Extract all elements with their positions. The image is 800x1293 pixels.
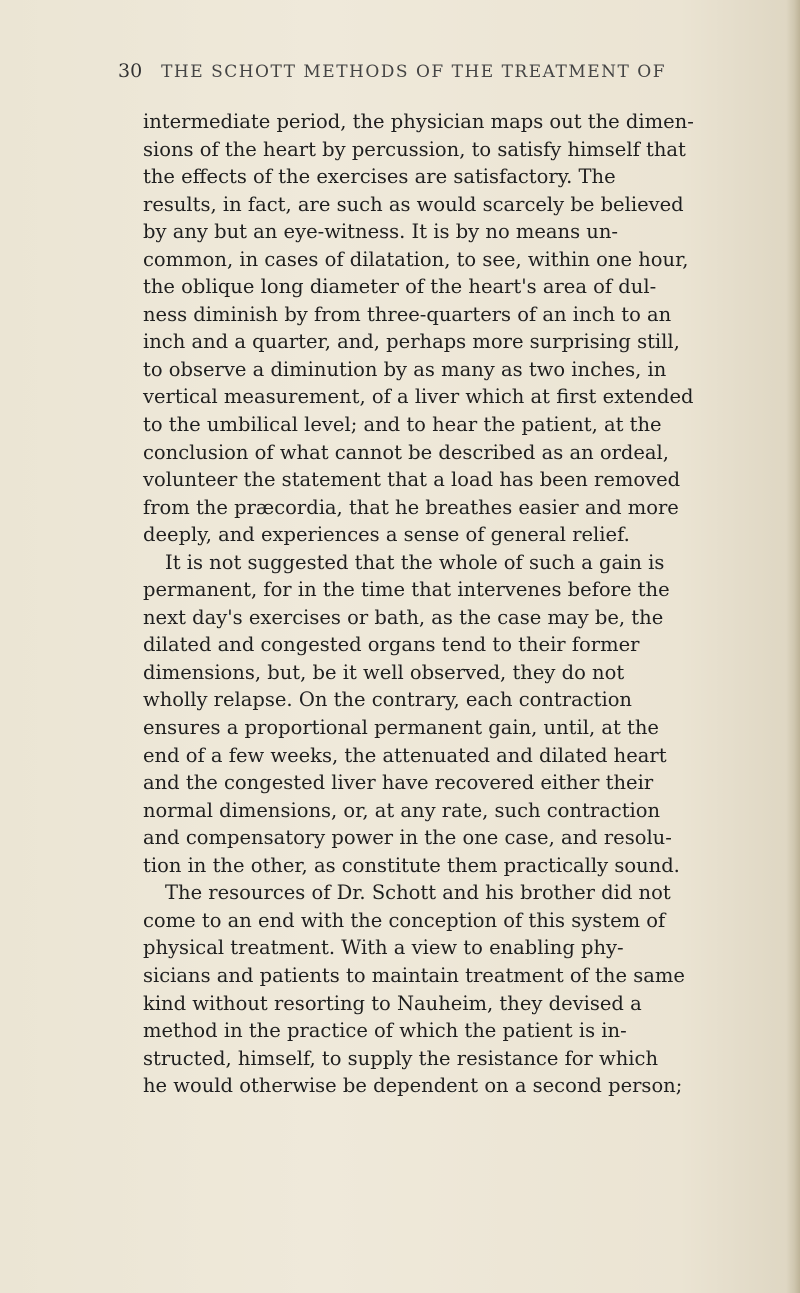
text-line: intermediate period, the physician maps out the dimen- <box>143 110 694 133</box>
text-line: from the præcordia, that he breathes easier and more <box>143 495 679 519</box>
running-head <box>118 60 758 82</box>
text-line: normal dimensions, or, at any rate, such contraction <box>143 798 661 822</box>
text-line: permanent, for in the time that intervenes before the <box>143 578 670 602</box>
text-line: he would otherwise be dependent on a second person; <box>143 1074 683 1098</box>
text-line: structed, himself, to supply the resistance for which <box>143 1046 659 1070</box>
text-line: results, in fact, are such as would scarcely be believed <box>143 192 684 216</box>
text-line: come to an end with the conception of this system of <box>143 908 666 932</box>
text-line: conclusion of what cannot be described as an ordeal, <box>143 440 669 464</box>
text-line: tion in the other, as constitute them practically sound. <box>143 853 680 877</box>
text-line: sions of the heart by percussion, to satisfy himself that <box>143 137 686 161</box>
text-line: wholly relapse. On the contrary, each contraction <box>143 688 632 712</box>
running-title: THE SCHOTT METHODS OF THE TREATMENT OF <box>161 62 666 82</box>
text-line: to the umbilical level; and to hear the patient, at the <box>143 413 662 437</box>
text-line: next day's exercises or bath, as the case may be, the <box>143 605 664 629</box>
text-line: inch and a quarter, and, perhaps more surprising still, <box>143 330 680 354</box>
text-line: end of a few weeks, the attenuated and dilated heart <box>143 743 667 767</box>
text-line: dimensions, but, be it well observed, they do not <box>143 660 625 684</box>
text-line: to observe a diminution by as many as two inches, in <box>143 357 667 381</box>
text-line: ensures a proportional permanent gain, until, at the <box>143 716 659 740</box>
text-line: the effects of the exercises are satisfactory. The <box>143 165 616 189</box>
text-line: physical treatment. With a view to enabling phy- <box>143 936 624 960</box>
text-line: method in the practice of which the patient is in- <box>143 1019 627 1043</box>
page-number: 30 <box>118 60 143 82</box>
paragraph-start-line: It is not suggested that the whole of such a gain is <box>165 550 665 574</box>
text-line: sicians and patients to maintain treatment of the same <box>143 963 685 987</box>
text-line: ness diminish by from three-quarters of an inch to an <box>143 302 672 326</box>
paragraph-start-line: The resources of Dr. Schott and his brother did not <box>165 881 671 905</box>
text-line: deeply, and experiences a sense of general relief. <box>143 523 630 547</box>
text-line: and the congested liver have recovered either their <box>143 771 654 795</box>
text-line: by any but an eye-witness. It is by no means un- <box>143 220 619 244</box>
body-text <box>143 108 791 1100</box>
text-line: the oblique long diameter of the heart's area of dul- <box>143 275 657 299</box>
text-line: and compensatory power in the one case, and resolu- <box>143 826 672 850</box>
text-line: common, in cases of dilatation, to see, within one hour, <box>143 247 689 271</box>
text-line: vertical measurement, of a liver which at first extended <box>143 385 694 409</box>
text-line: dilated and congested organs tend to their former <box>143 633 640 657</box>
text-line: volunteer the statement that a load has been removed <box>143 468 681 492</box>
text-line: kind without resorting to Nauheim, they devised a <box>143 991 642 1015</box>
